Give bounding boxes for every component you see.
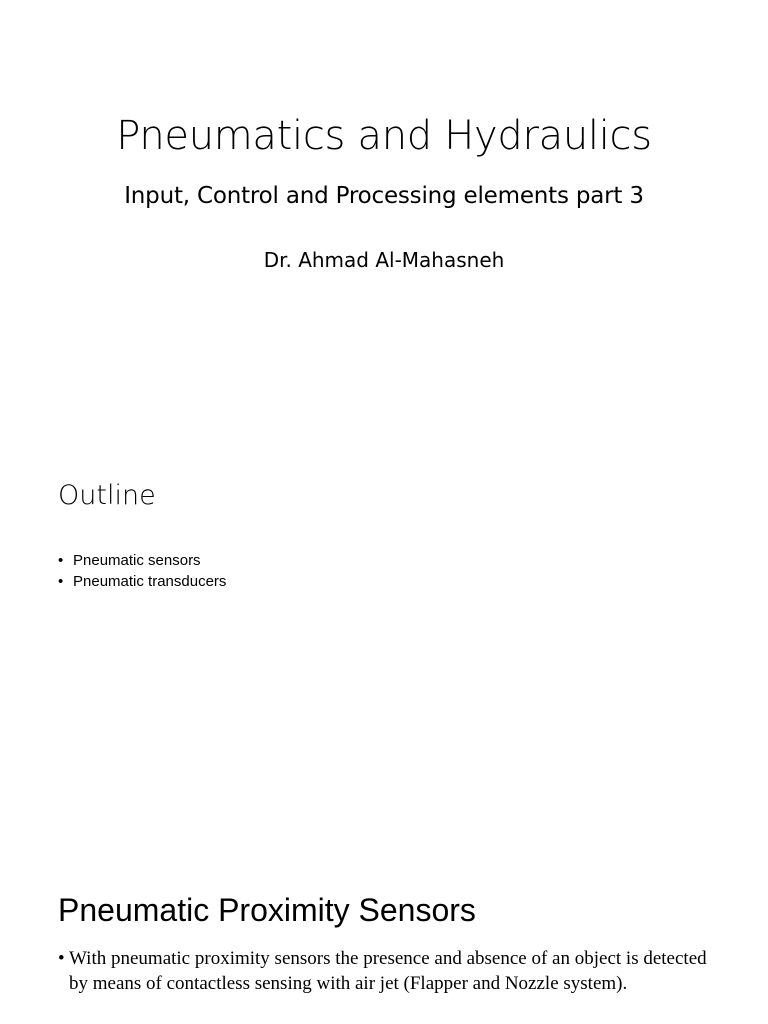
slide-subtitle: Input, Control and Processing elements part 3 — [124, 183, 644, 209]
list-item-label: Pneumatic sensors — [73, 552, 201, 569]
bullet-icon: • — [58, 552, 64, 569]
bullet-icon: • — [58, 573, 64, 590]
proximity-body — [58, 946, 708, 996]
slide-author: Dr. Ahmad Al-Mahasneh — [263, 248, 505, 272]
bullet-icon: • — [58, 948, 65, 969]
proximity-heading: Pneumatic Proximity Sensors — [58, 892, 476, 928]
list-item — [58, 571, 226, 592]
outline-slide — [0, 470, 768, 610]
list-item — [58, 550, 226, 571]
proximity-sensors-slide — [0, 880, 768, 1024]
title-slide — [0, 0, 768, 330]
outline-list — [58, 550, 226, 592]
outline-heading: Outline — [58, 480, 156, 511]
proximity-body-text: With pneumatic proximity sensors the presence and absence of an object is detected by means of contactless sensing with air jet (Flapper and Nozzle system). — [69, 948, 707, 994]
list-item-label: Pneumatic transducers — [73, 573, 227, 590]
slide-title: Pneumatics and Hydraulics — [116, 113, 652, 159]
